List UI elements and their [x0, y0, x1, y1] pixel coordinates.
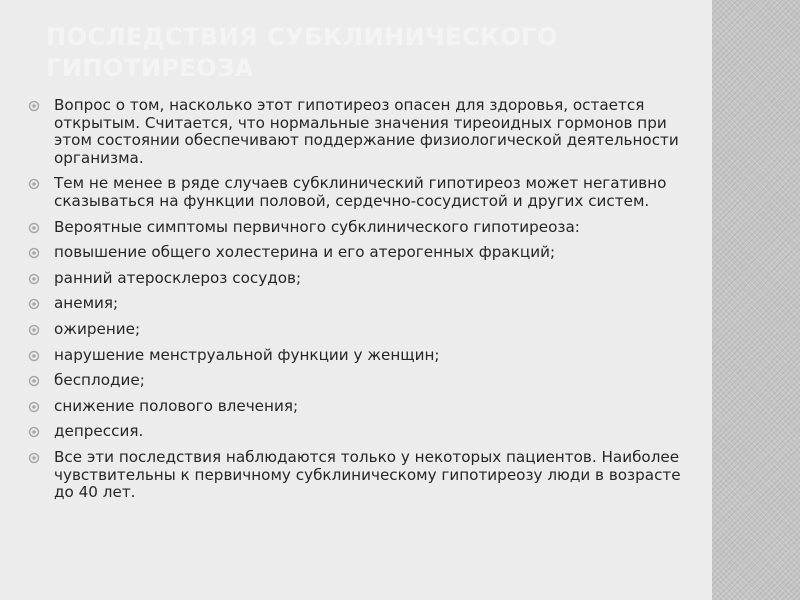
bullet-list [28, 97, 688, 510]
ring-bullet-icon [28, 401, 40, 413]
ring-bullet-icon [28, 298, 40, 310]
bullet-text: Вопрос о том, насколько этот гипотиреоз опасен для здоровья, остается открытым. Считается, что нормальные значения тиреоидных гормонов при этом состоянии обеспечивают поддержание физиологической деятельности организма. [54, 96, 679, 167]
bullet-text: ранний атеросклероз сосудов; [54, 268, 302, 287]
bullet-item [28, 372, 688, 390]
bullet-item [28, 295, 688, 313]
bullet-item [28, 175, 688, 210]
ring-bullet-icon [28, 375, 40, 387]
bullet-text: снижение полового влечения; [54, 396, 299, 415]
bullet-item [28, 347, 688, 365]
bullet-text: бесплодие; [54, 371, 145, 390]
ring-bullet-icon [28, 273, 40, 285]
bullet-item [28, 97, 688, 167]
bullet-text: ожирение; [54, 319, 141, 338]
ring-bullet-icon [28, 100, 40, 112]
bullet-item [28, 423, 688, 441]
slide-title: ПОСЛЕДСТВИЯ СУБКЛИНИЧЕСКОГО ГИПОТИРЕОЗА [46, 23, 558, 82]
ring-bullet-icon [28, 324, 40, 336]
ring-bullet-icon [28, 247, 40, 259]
bullet-text: депрессия. [54, 422, 144, 441]
bullet-text: повышение общего холестерина и его атерогенных фракций; [54, 243, 556, 262]
bullet-text: анемия; [54, 294, 119, 313]
ring-bullet-icon [28, 426, 40, 438]
ring-bullet-icon [28, 452, 40, 464]
bullet-item [28, 398, 688, 416]
bullet-text: Тем не менее в ряде случаев субклинический гипотиреоз может негативно сказываться на функции половой, сердечно-сосудистой и других систем. [54, 174, 667, 210]
bullet-text: Все эти последствия наблюдаются только у некоторых пациентов. Наиболее чувствительны к первичному субклиническому гипотиреозу люди в возрасте до 40 лет. [54, 447, 681, 502]
bullet-text: Вероятные симптомы первичного субклинического гипотиреоза: [54, 217, 580, 236]
bullet-item [28, 321, 688, 339]
bullet-item [28, 449, 688, 502]
bullet-text: нарушение менструальной функции у женщин; [54, 345, 440, 364]
bullet-item [28, 219, 688, 237]
decorative-side-panel [712, 0, 800, 600]
bullet-item [28, 270, 688, 288]
bullet-item [28, 244, 688, 262]
ring-bullet-icon [28, 178, 40, 190]
ring-bullet-icon [28, 222, 40, 234]
ring-bullet-icon [28, 350, 40, 362]
